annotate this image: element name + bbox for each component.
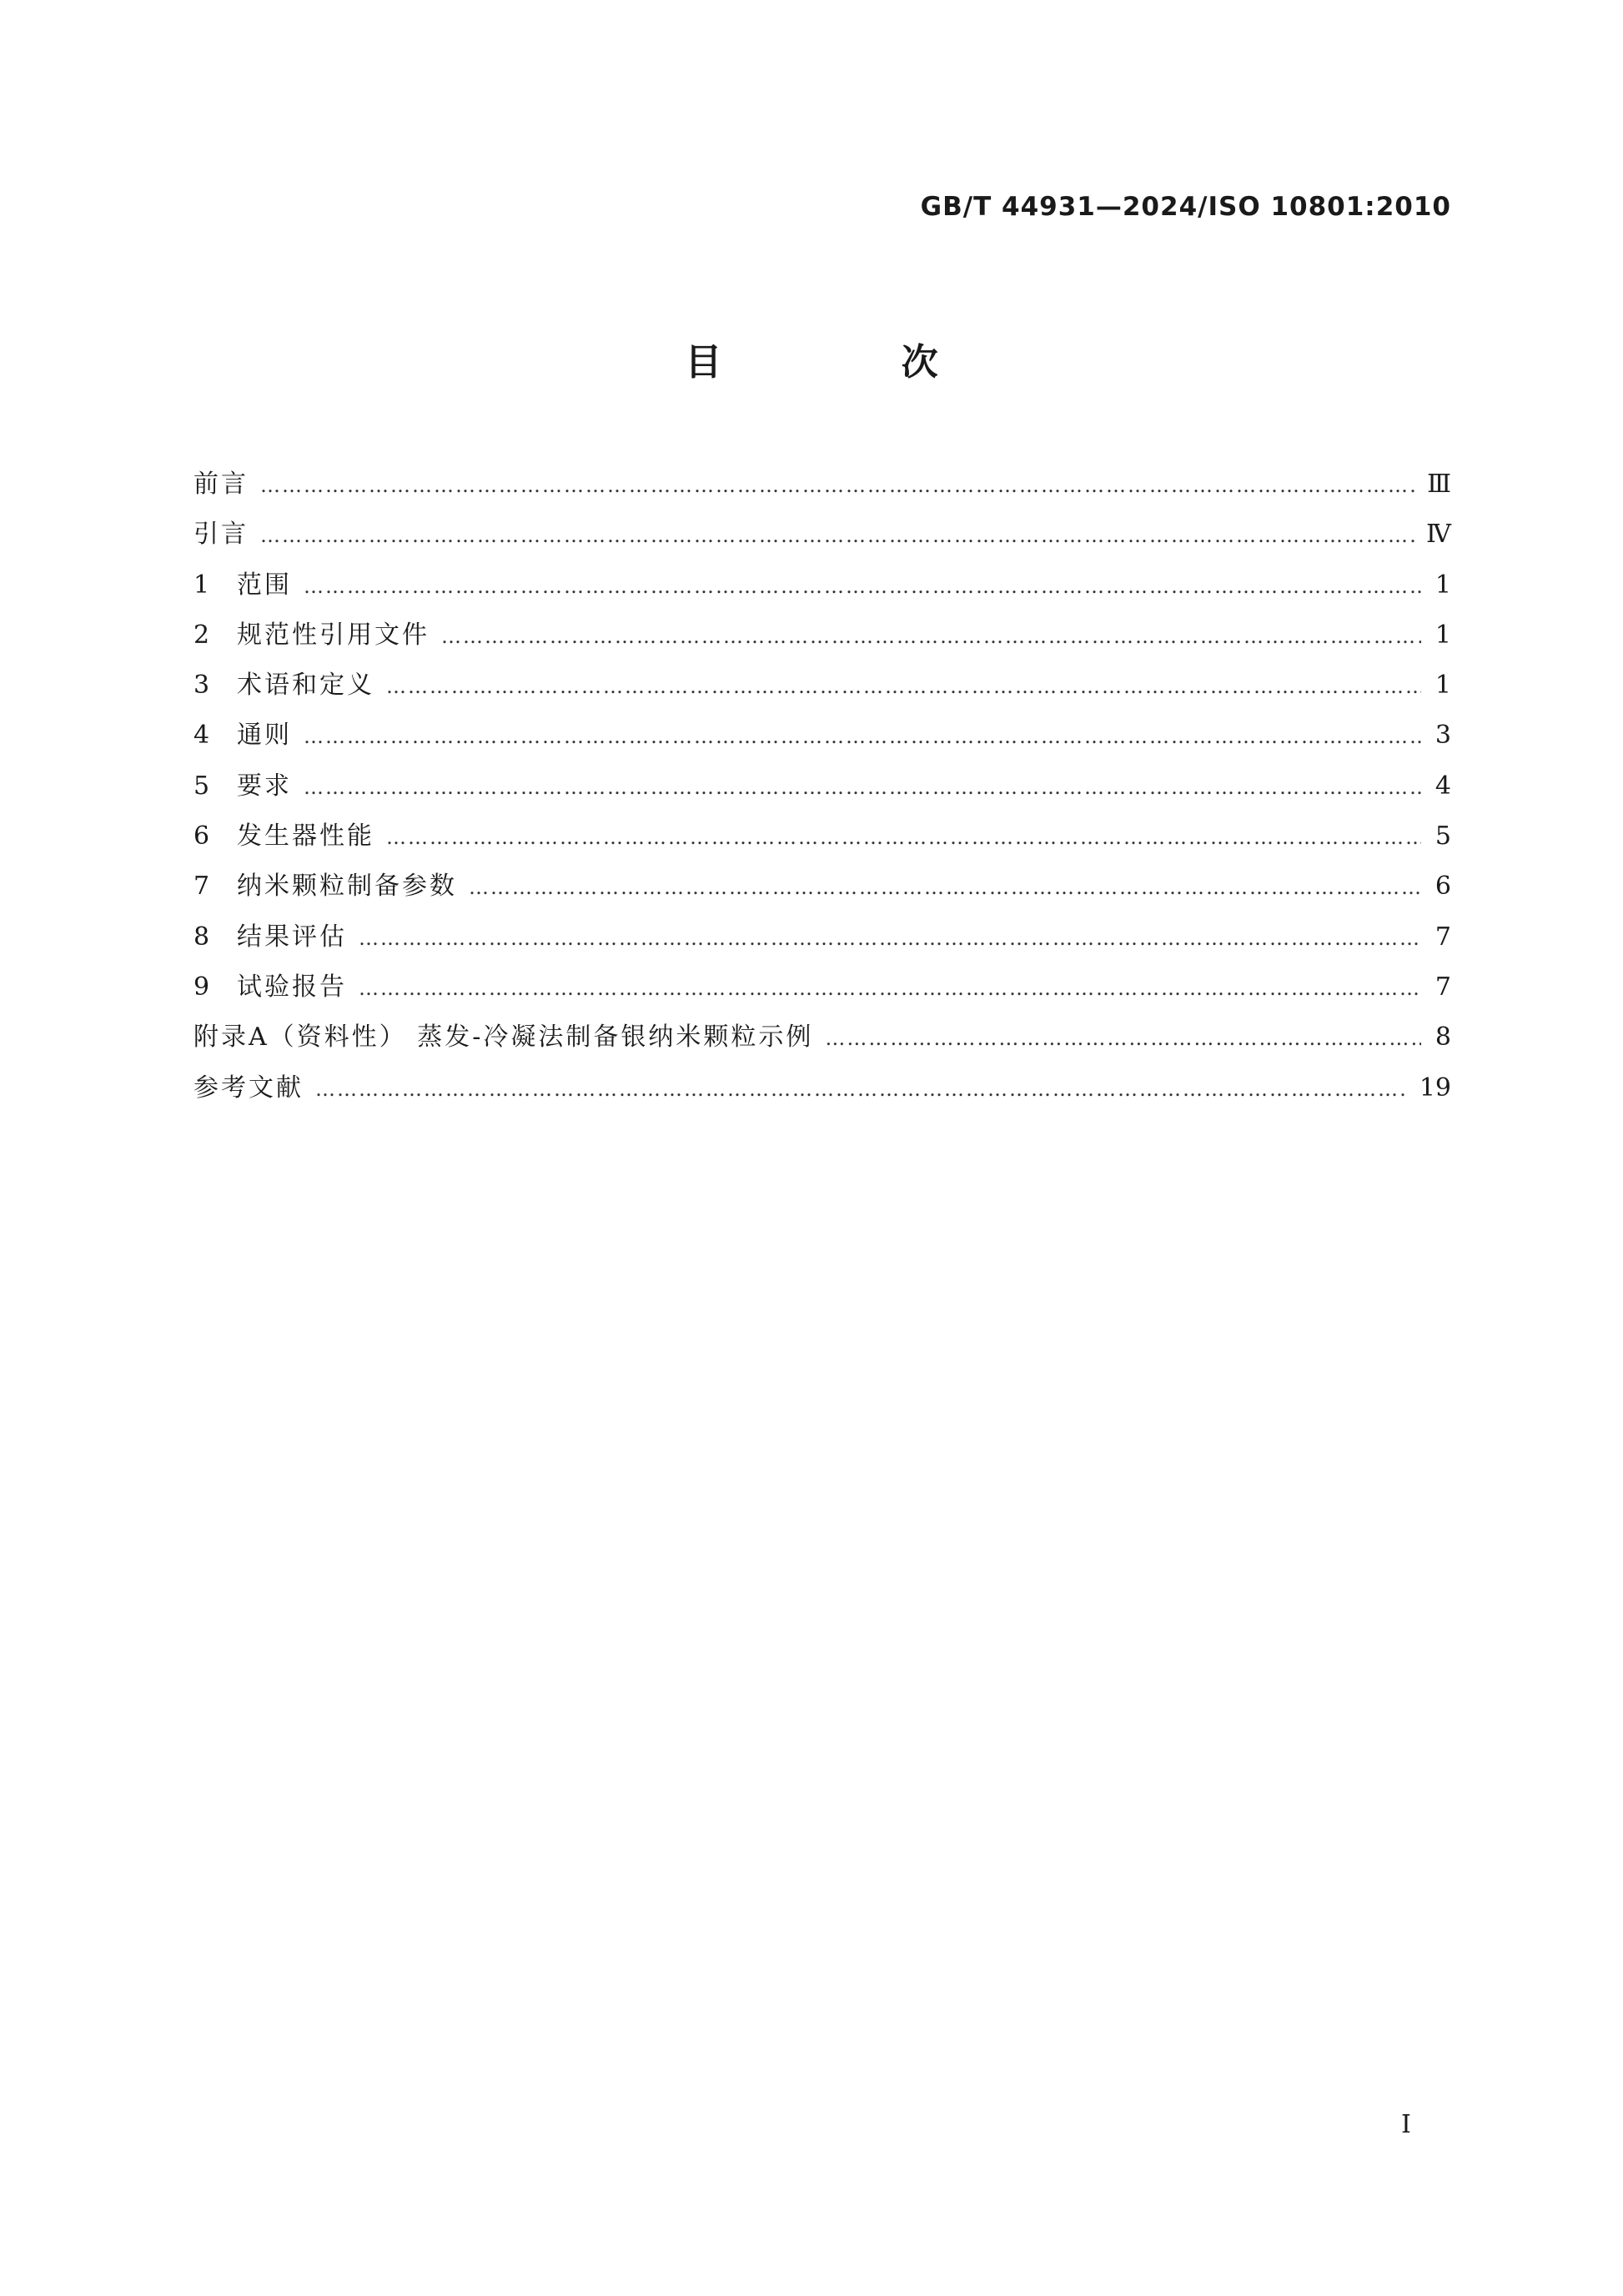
toc-item-generator-performance[interactable]	[193, 815, 1451, 865]
toc-label: 试验报告	[237, 972, 347, 1002]
toc-leader	[386, 675, 1421, 698]
toc-num: 5	[193, 771, 210, 801]
toc-label: 规范性引用文件	[237, 620, 430, 650]
toc-label: 前言	[193, 470, 249, 499]
toc-page: 8	[1435, 1022, 1451, 1053]
toc-page: 4	[1435, 771, 1451, 801]
toc-page: 5	[1435, 821, 1451, 852]
toc-num: 6	[193, 821, 210, 852]
toc-leader	[260, 474, 1415, 497]
toc-leader	[359, 977, 1421, 1000]
document-code: GB/T 44931—2024/ISO 10801:2010	[920, 192, 1451, 222]
toc-label: 参考文献	[193, 1073, 304, 1103]
toc-page: 1	[1435, 671, 1451, 701]
page-number: Ⅰ	[1401, 2110, 1411, 2139]
toc-label: 纳米颗粒制备参数	[237, 872, 457, 902]
toc-label: 要求	[237, 771, 292, 801]
toc-num: 2	[193, 620, 210, 650]
toc-num: 4	[193, 721, 210, 751]
toc-label: 发生器性能	[237, 821, 374, 852]
toc-page: 1	[1435, 620, 1451, 650]
toc-num: 1	[193, 570, 210, 600]
toc-item-requirements[interactable]	[193, 765, 1451, 815]
toc-label: 术语和定义	[237, 671, 374, 701]
toc-label: 范围	[237, 570, 292, 600]
toc-item-introduction[interactable]	[193, 513, 1451, 563]
toc-label: 引言	[193, 520, 249, 550]
toc-page: 7	[1435, 922, 1451, 952]
toc-item-nanoparticle-parameters[interactable]	[193, 865, 1451, 915]
toc-page: Ⅲ	[1427, 470, 1451, 499]
toc-num: 3	[193, 671, 210, 701]
toc-item-test-report[interactable]	[193, 966, 1451, 1016]
table-of-contents	[193, 463, 1451, 1117]
toc-item-normative-references[interactable]	[193, 614, 1451, 664]
toc-page: Ⅳ	[1426, 520, 1451, 550]
page-title: 目 次	[685, 341, 1022, 384]
toc-leader	[315, 1078, 1408, 1101]
toc-leader	[469, 876, 1421, 899]
toc-label: 附录A（资料性） 蒸发-冷凝法制备银纳米颗粒示例	[193, 1022, 814, 1053]
toc-label: 结果评估	[237, 922, 347, 952]
toc-leader	[304, 575, 1421, 598]
toc-item-annex-a[interactable]	[193, 1016, 1451, 1066]
toc-leader	[359, 927, 1421, 950]
toc-page: 1	[1435, 570, 1451, 600]
toc-page: 6	[1435, 872, 1451, 902]
toc-leader	[441, 625, 1421, 648]
toc-item-general[interactable]	[193, 714, 1451, 764]
toc-item-scope[interactable]	[193, 564, 1451, 614]
toc-leader	[825, 1027, 1421, 1050]
toc-page: 19	[1419, 1073, 1451, 1103]
toc-num: 7	[193, 872, 210, 902]
toc-item-bibliography[interactable]	[193, 1067, 1451, 1117]
toc-num: 9	[193, 972, 210, 1002]
toc-leader	[304, 776, 1421, 799]
toc-item-terms-definitions[interactable]	[193, 664, 1451, 714]
toc-leader	[260, 524, 1414, 547]
toc-leader	[304, 725, 1421, 748]
toc-item-result-evaluation[interactable]	[193, 916, 1451, 966]
toc-page: 3	[1435, 721, 1451, 751]
toc-item-preface[interactable]	[193, 463, 1451, 513]
toc-num: 8	[193, 922, 210, 952]
toc-page: 7	[1435, 972, 1451, 1002]
toc-leader	[386, 826, 1421, 849]
toc-label: 通则	[237, 721, 292, 751]
